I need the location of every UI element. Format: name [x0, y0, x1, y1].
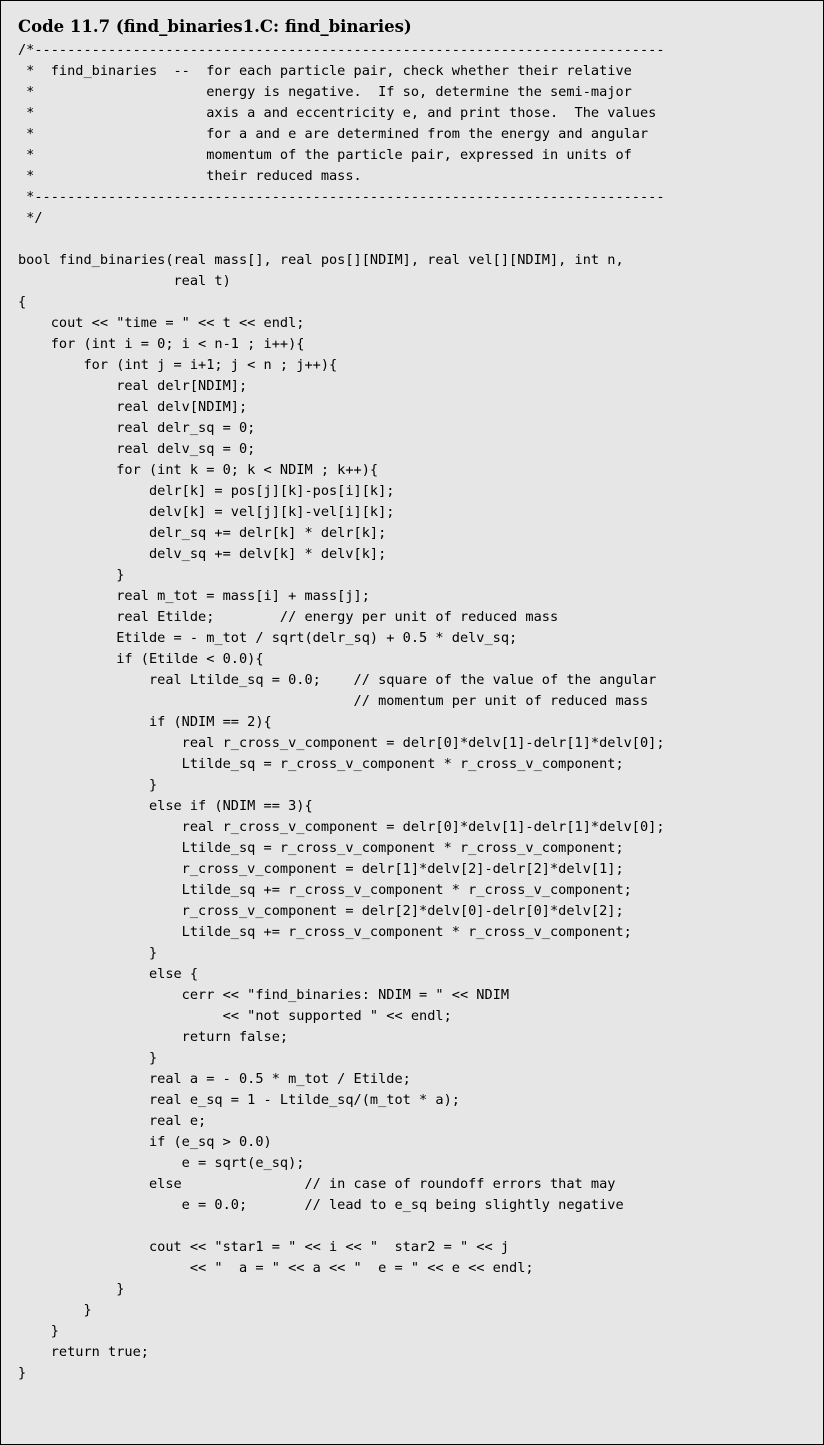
code-line: real delr_sq = 0;	[18, 420, 256, 436]
code-line: real e;	[18, 1113, 207, 1129]
code-line: real e_sq = 1 - Ltilde_sq/(m_tot * a);	[18, 1092, 460, 1108]
code-line: */	[18, 210, 43, 226]
code-line: {	[18, 294, 27, 310]
code-line: << " a = " << a << " e = " << e << endl;	[18, 1260, 534, 1276]
code-line: }	[18, 1050, 158, 1066]
code-line: * find_binaries -- for each particle pair, check whether their relative	[18, 63, 632, 79]
code-line: *-----------------------------------------------------------------------------	[18, 189, 665, 205]
code-line: Ltilde_sq = r_cross_v_component * r_cross_v_component;	[18, 840, 624, 856]
code-line: else if (NDIM == 3){	[18, 798, 313, 814]
code-line: }	[18, 777, 158, 793]
code-line: real t)	[18, 273, 231, 289]
code-line: }	[18, 945, 158, 961]
code-line: // momentum per unit of reduced mass	[18, 693, 649, 709]
code-line: for (int k = 0; k < NDIM ; k++){	[18, 462, 379, 478]
code-line: }	[18, 1365, 27, 1381]
code-line: * their reduced mass.	[18, 168, 362, 184]
code-caption: Code 11.7 (find_binaries1.C: find_binaries)	[18, 17, 412, 36]
code-line: if (NDIM == 2){	[18, 714, 272, 730]
code-line: bool find_binaries(real mass[], real pos[][NDIM], real vel[][NDIM], int n,	[18, 252, 624, 268]
code-line: real delv[NDIM];	[18, 399, 248, 415]
code-line: real Etilde; // energy per unit of reduced mass	[18, 609, 559, 625]
code-line: * momentum of the particle pair, expressed in units of	[18, 147, 632, 163]
code-line: return true;	[18, 1344, 149, 1360]
code-line: if (Etilde < 0.0){	[18, 651, 264, 667]
code-line	[18, 229, 665, 250]
code-line: return false;	[18, 1029, 289, 1045]
code-line: delv_sq += delv[k] * delv[k];	[18, 546, 387, 562]
code-line: }	[18, 567, 125, 583]
code-line: for (int j = i+1; j < n ; j++){	[18, 357, 338, 373]
code-line: real delr[NDIM];	[18, 378, 248, 394]
code-line: for (int i = 0; i < n-1 ; i++){	[18, 336, 305, 352]
code-line: real m_tot = mass[i] + mass[j];	[18, 588, 370, 604]
code-line: * axis a and eccentricity e, and print those. The values	[18, 105, 657, 121]
code-line: Ltilde_sq = r_cross_v_component * r_cross_v_component;	[18, 756, 624, 772]
code-line: * for a and e are determined from the energy and angular	[18, 126, 649, 142]
code-line: real Ltilde_sq = 0.0; // square of the value of the angular	[18, 672, 657, 688]
code-line: else // in case of roundoff errors that may	[18, 1176, 616, 1192]
code-line: cout << "time = " << t << endl;	[18, 315, 305, 331]
code-line: }	[18, 1302, 92, 1318]
code-line: Etilde = - m_tot / sqrt(delr_sq) + 0.5 * delv_sq;	[18, 630, 518, 646]
code-line: * energy is negative. If so, determine the semi-major	[18, 84, 632, 100]
code-line: delr_sq += delr[k] * delr[k];	[18, 525, 387, 541]
code-line: real r_cross_v_component = delr[0]*delv[1]-delr[1]*delv[0];	[18, 819, 665, 835]
code-line: Ltilde_sq += r_cross_v_component * r_cross_v_component;	[18, 924, 632, 940]
code-line: cout << "star1 = " << i << " star2 = " << j	[18, 1239, 510, 1255]
code-line: e = 0.0; // lead to e_sq being slightly negative	[18, 1197, 624, 1213]
code-listing	[18, 40, 665, 1384]
code-line: real r_cross_v_component = delr[0]*delv[1]-delr[1]*delv[0];	[18, 735, 665, 751]
code-line: }	[18, 1323, 59, 1339]
code-line: r_cross_v_component = delr[1]*delv[2]-delr[2]*delv[1];	[18, 861, 624, 877]
code-line: cerr << "find_binaries: NDIM = " << NDIM	[18, 987, 510, 1003]
code-line: << "not supported " << endl;	[18, 1008, 452, 1024]
code-line: else {	[18, 966, 199, 982]
code-line: delv[k] = vel[j][k]-vel[i][k];	[18, 504, 395, 520]
code-line: }	[18, 1281, 125, 1297]
code-line: delr[k] = pos[j][k]-pos[i][k];	[18, 483, 395, 499]
code-line	[18, 1216, 665, 1237]
code-line: real a = - 0.5 * m_tot / Etilde;	[18, 1071, 411, 1087]
code-line: if (e_sq > 0.0)	[18, 1134, 272, 1150]
code-line: Ltilde_sq += r_cross_v_component * r_cross_v_component;	[18, 882, 632, 898]
code-line: /*-----------------------------------------------------------------------------	[18, 42, 665, 58]
code-line: r_cross_v_component = delr[2]*delv[0]-delr[0]*delv[2];	[18, 903, 624, 919]
code-line: real delv_sq = 0;	[18, 441, 256, 457]
code-line: e = sqrt(e_sq);	[18, 1155, 305, 1171]
